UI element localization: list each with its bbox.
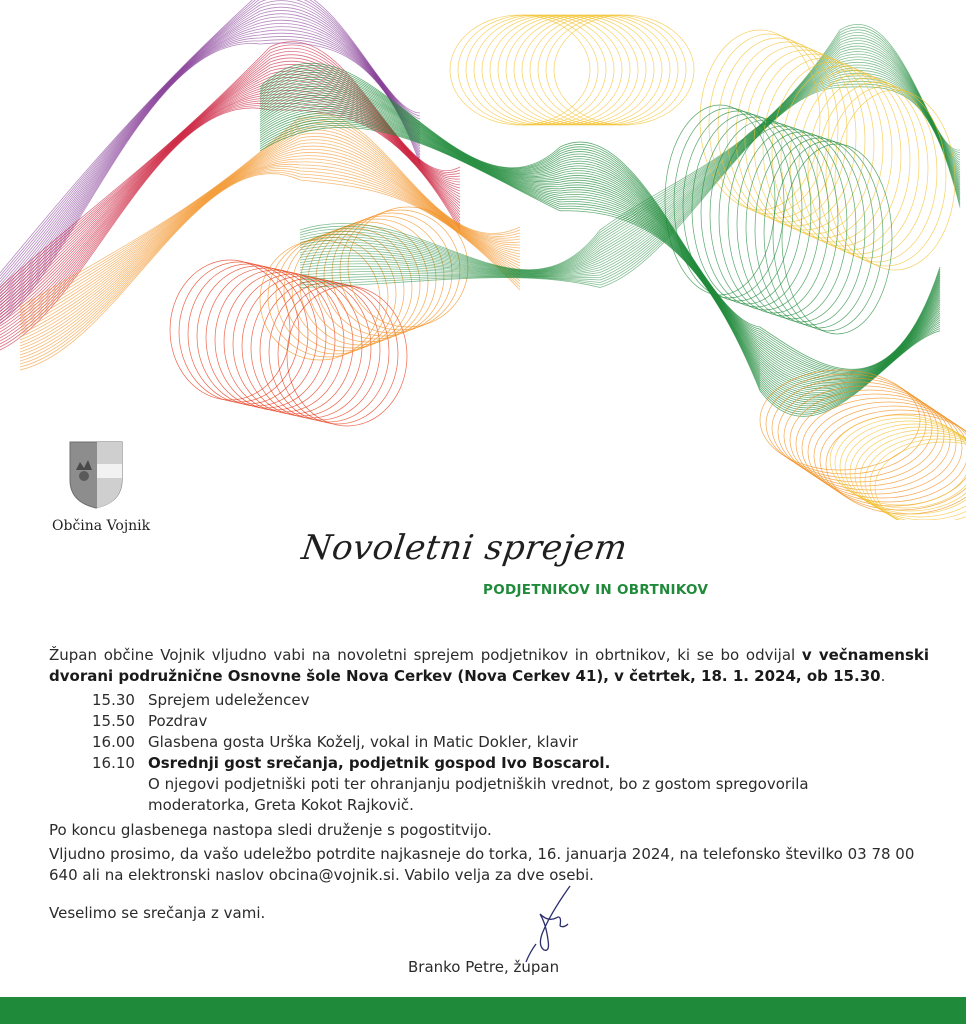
program-note: O njegovi podjetniški poti ter ohranjanju podjetniških vrednot, bo z gostom spregovorila moderatorka, Greta Kokot Rajkovič.	[148, 775, 809, 814]
program-time: 16.10	[92, 754, 135, 772]
municipality-name: Občina Vojnik	[52, 518, 151, 534]
coat-of-arms-icon	[68, 440, 124, 510]
program-row	[92, 753, 912, 774]
program-row	[92, 732, 912, 753]
program-time: 15.50	[92, 712, 135, 730]
intro-end: .	[880, 667, 886, 685]
intro-paragraph	[49, 645, 929, 687]
intro-venue-date: v večnamenski dvorani podružnične Osnovne šole Nova Cerkev (Nova Cerkev 41), v četrtek, 18. 1. 2024, ob 15.30	[49, 646, 929, 685]
program-row	[92, 711, 912, 732]
program-list	[92, 690, 912, 816]
signer-name: Branko Petre, župan	[408, 958, 560, 976]
intro-text: Župan občine Vojnik vljudno vabi na novoletni sprejem podjetnikov in obrtnikov, ki se bo odvijal	[49, 646, 802, 664]
invitation-subtitle: PODJETNIKOV IN OBRTNIKOV	[483, 582, 709, 598]
program-item-main-guest: Osrednji gost srečanja, podjetnik gospod Ivo Boscarol.	[148, 754, 611, 772]
program-time: 16.00	[92, 733, 135, 751]
program-time: 15.30	[92, 691, 135, 709]
rsvp-text: Vljudno prosimo, da vašo udeležbo potrdite najkasneje do torka, 16. januarja 2024, na telefonsko številko 03 78 00 640 ali na elektronski naslov obcina@vojnik.si. Vabilo velja za dve osebi.	[49, 845, 915, 884]
after-program-text: Po koncu glasbenega nastopa sledi druženje s pogostitvijo.	[49, 821, 492, 839]
program-item: Pozdrav	[148, 712, 208, 730]
program-row	[92, 690, 912, 711]
footer-bar	[0, 997, 966, 1024]
program-item: Sprejem udeležencev	[148, 691, 310, 709]
signature-icon	[520, 884, 580, 964]
invitation-title: Novoletni sprejem	[299, 528, 630, 568]
program-item: Glasbena gosta Urška Koželj, vokal in Matic Dokler, klavir	[148, 733, 578, 751]
closing-text: Veselimo se srečanja z vami.	[49, 904, 266, 922]
